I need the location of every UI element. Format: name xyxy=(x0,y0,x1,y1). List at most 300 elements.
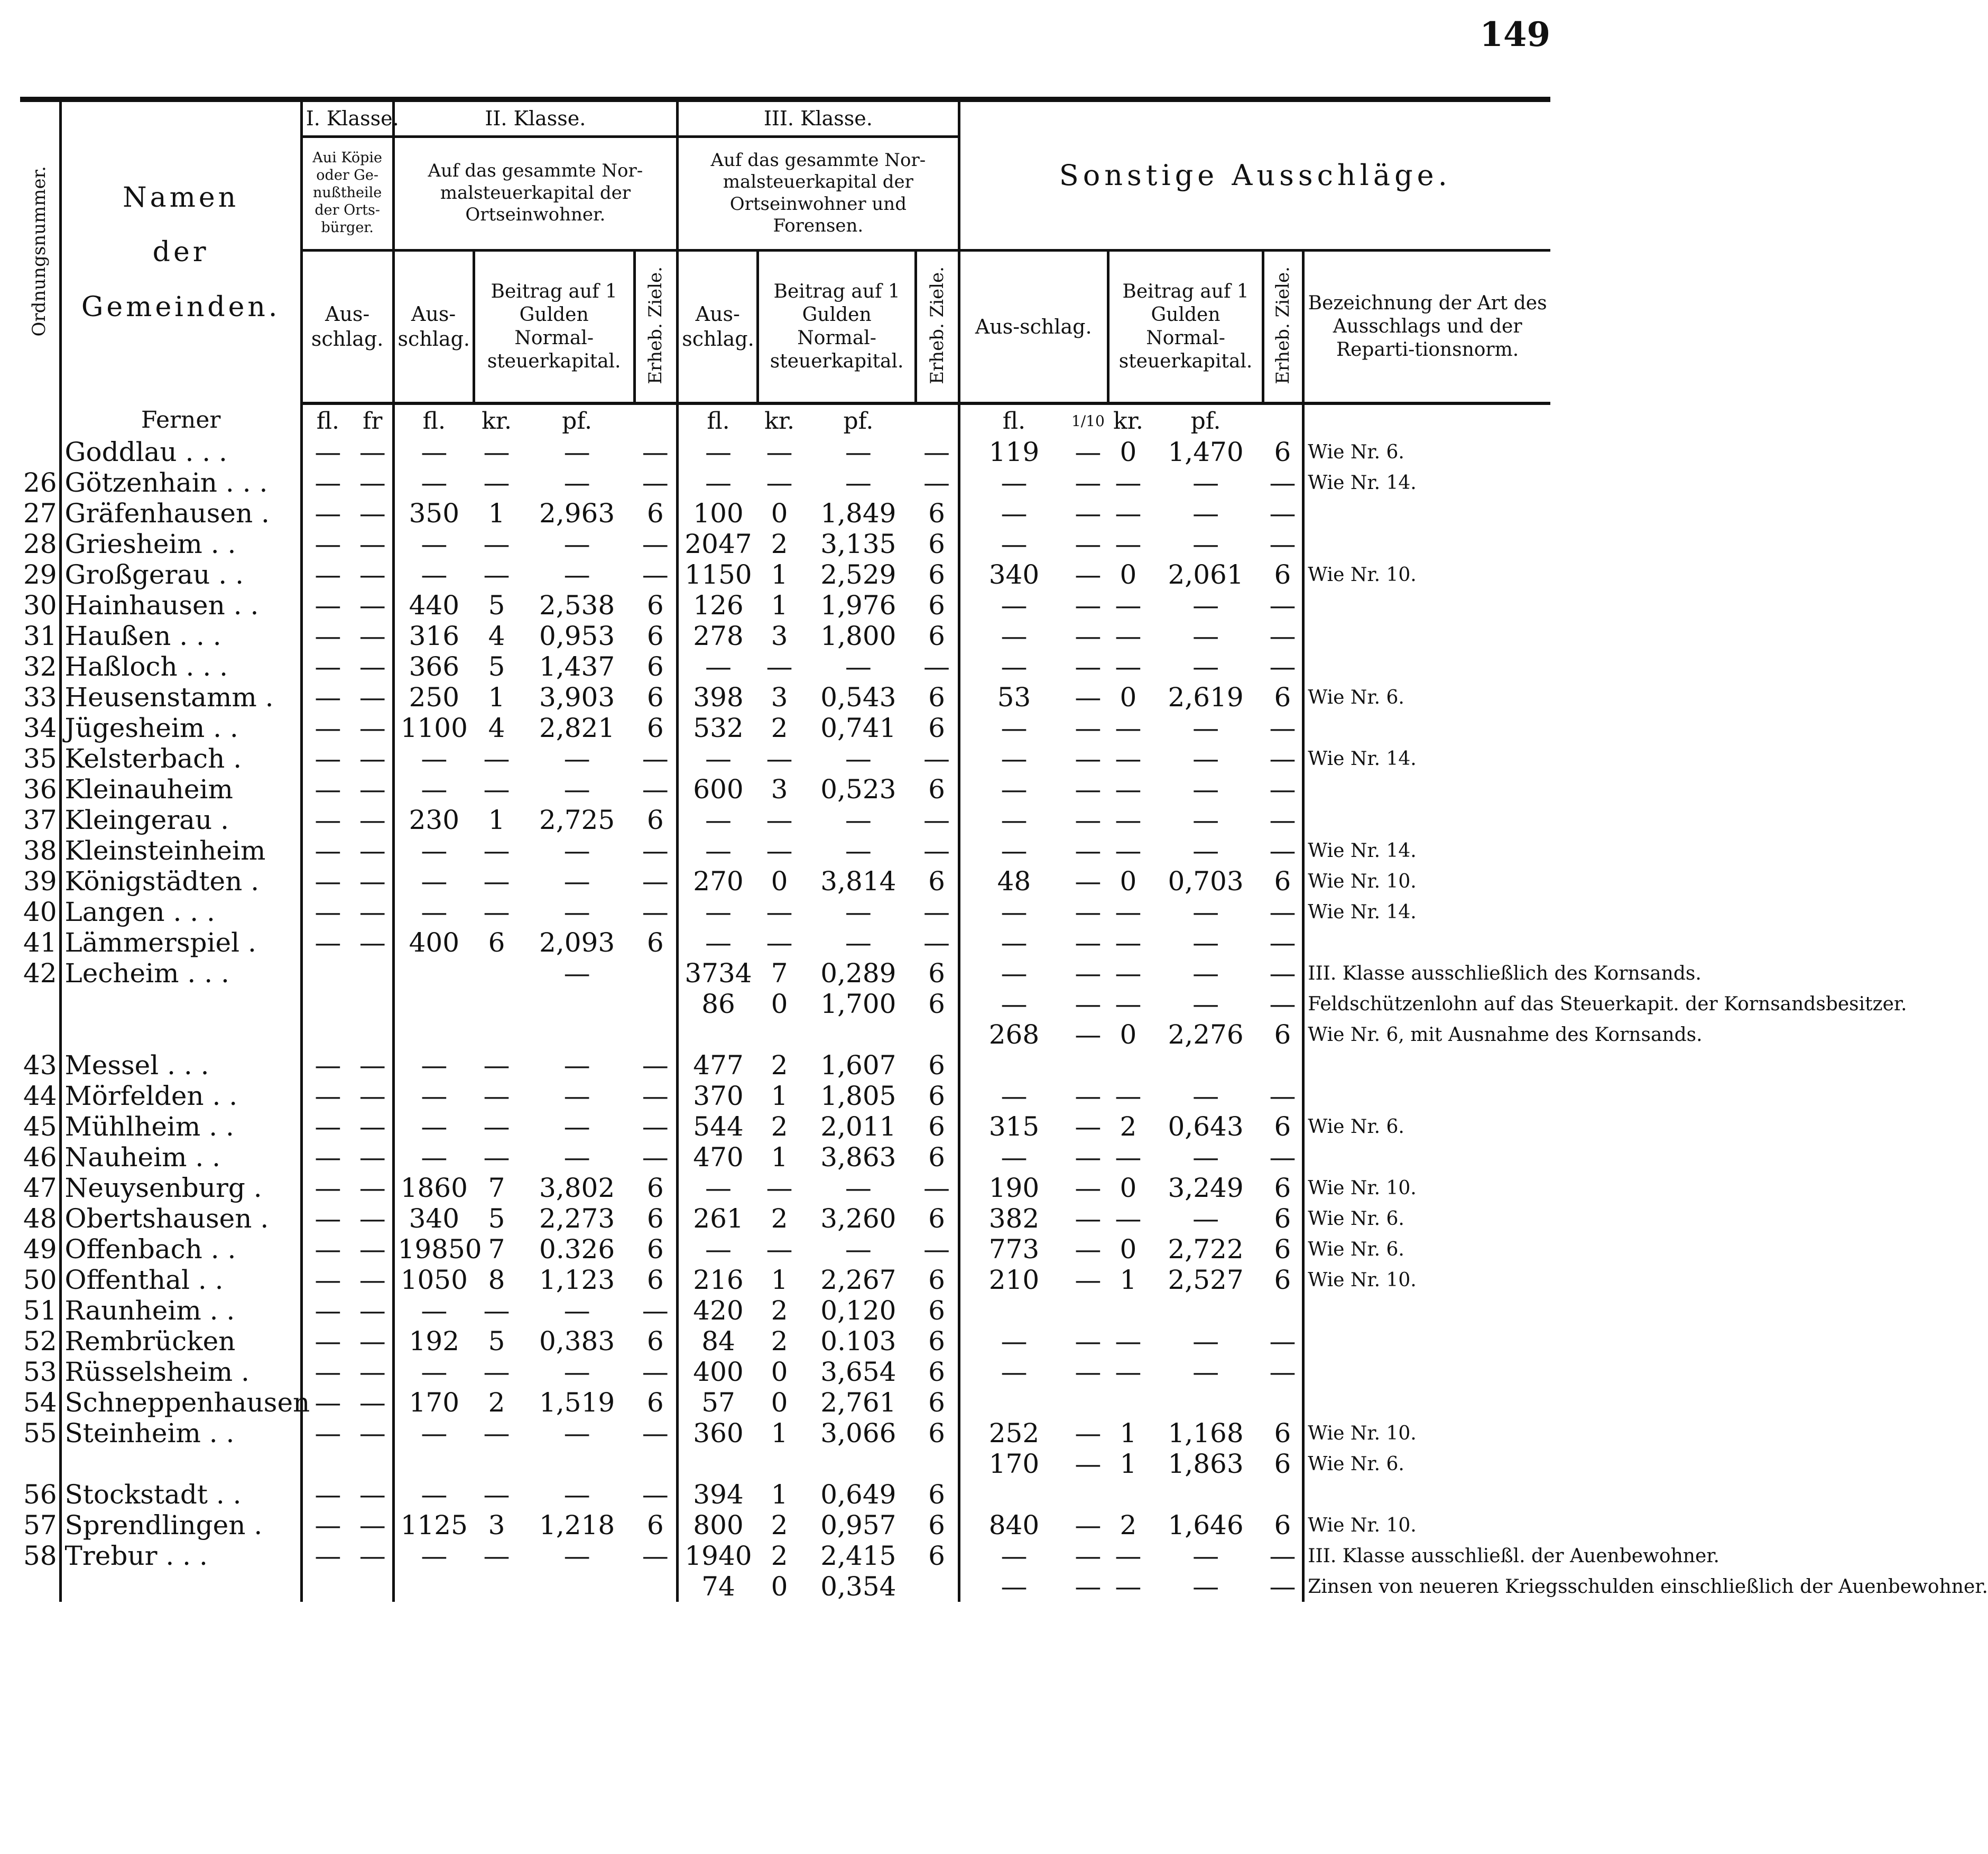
cell-s-fl: 252 xyxy=(988,1418,1040,1449)
cell-k2-pf: 0,383 xyxy=(539,1326,615,1357)
cell-k2-fl: 192 xyxy=(409,1326,460,1357)
cell-s-x: — xyxy=(1075,774,1102,805)
cell-k1-fl: — xyxy=(315,835,341,866)
unit-kr: kr. xyxy=(482,407,512,435)
cell-k1-kr: — xyxy=(353,743,393,774)
cell-s-fl: — xyxy=(1001,927,1028,958)
cell-s-fl xyxy=(959,1050,1068,1081)
cell-name: Stockstadt . . xyxy=(60,1479,301,1510)
cell-s-bez: Wie Nr. 6, mit Ausnahme des Kornsands. xyxy=(1308,1023,1703,1046)
cell-s-pf: — xyxy=(1192,1571,1219,1602)
cell-k3-pf: 0,957 xyxy=(820,1510,896,1541)
table-row xyxy=(20,1295,1550,1326)
cell-s-z: — xyxy=(1263,467,1303,498)
cell-k2-z: 6 xyxy=(634,1326,677,1357)
cell-k2-kr: 5 xyxy=(488,590,505,621)
cell-k1-kr: — xyxy=(353,1326,393,1357)
cell-k3-kr: — xyxy=(766,437,793,467)
cell-s-x: — xyxy=(1075,1142,1102,1173)
cell-nr xyxy=(20,1571,60,1602)
cell-s-pf: — xyxy=(1192,498,1219,529)
cell-k2-kr: 6 xyxy=(488,927,505,958)
cell-k2-z xyxy=(634,1571,677,1602)
cell-s-pf: — xyxy=(1192,1541,1219,1571)
k2-ziele-header: Erheb. Ziele. xyxy=(634,250,677,403)
cell-k1-fl: — xyxy=(315,897,341,927)
cell-name: Griesheim . . xyxy=(60,529,301,559)
cell-k3-z: 6 xyxy=(916,621,959,651)
cell-s-z xyxy=(1263,1295,1303,1326)
cell-s-kr: — xyxy=(1115,529,1142,559)
table-row xyxy=(20,1571,1550,1602)
cell-name xyxy=(60,989,301,1019)
cell-k3-kr: — xyxy=(766,1173,793,1203)
cell-s-z: — xyxy=(1263,590,1303,621)
cell-k3-kr: 1 xyxy=(771,590,788,621)
cell-s-x: — xyxy=(1075,1357,1102,1387)
cell-k2-fl: — xyxy=(421,1357,448,1387)
cell-s-x: — xyxy=(1075,467,1102,498)
cell-k2-pf: 3,903 xyxy=(539,682,615,713)
cell-k3-pf: 0,543 xyxy=(820,682,896,713)
cell-k3-pf: 1,607 xyxy=(820,1050,896,1081)
cell-k3-fl: 360 xyxy=(693,1418,744,1449)
cell-s-fl: 119 xyxy=(988,437,1040,467)
cell-k2-kr: — xyxy=(483,1295,510,1326)
cell-k3-kr: 7 xyxy=(771,958,788,989)
cell-k3-kr: 0 xyxy=(771,989,788,1019)
cell-s-pf: 1,863 xyxy=(1168,1449,1244,1479)
cell-s-kr: — xyxy=(1115,713,1142,743)
cell-k1-fl: — xyxy=(315,1418,341,1449)
cell-name: Kleinauheim xyxy=(60,774,301,805)
cell-k2-kr: 2 xyxy=(488,1387,505,1418)
cell-s-pf: — xyxy=(1192,805,1219,835)
k3-ziele-header: Erheb. Ziele. xyxy=(916,250,959,403)
cell-k2-fl: — xyxy=(421,467,448,498)
cell-s-pf: — xyxy=(1192,1357,1219,1387)
cell-name: Sprendlingen . xyxy=(60,1510,301,1541)
cell-nr: 31 xyxy=(20,621,60,651)
cell-s-pf xyxy=(1148,1387,1263,1418)
cell-k2-fl: — xyxy=(421,1142,448,1173)
cell-k1-fl: — xyxy=(315,1173,341,1203)
cell-s-pf: — xyxy=(1192,713,1219,743)
cell-s-x: — xyxy=(1075,1173,1102,1203)
cell-name xyxy=(60,1571,301,1602)
cell-k3-pf: 2,761 xyxy=(820,1387,896,1418)
cell-nr: 28 xyxy=(20,529,60,559)
cell-k1-kr: — xyxy=(353,651,393,682)
cell-k2-kr: 1 xyxy=(488,682,505,713)
cell-k2-fl xyxy=(393,1449,474,1479)
table-row xyxy=(20,1449,1550,1479)
cell-k2-kr: 3 xyxy=(488,1510,505,1541)
cell-name: Kleinsteinheim xyxy=(60,835,301,866)
table-row xyxy=(20,498,1550,529)
cell-s-kr: — xyxy=(1115,621,1142,651)
cell-s-x: — xyxy=(1075,989,1102,1019)
cell-s-fl: 268 xyxy=(988,1019,1040,1050)
cell-k2-z: — xyxy=(634,1541,677,1571)
cell-k2-pf: 0.326 xyxy=(539,1234,615,1265)
cell-s-fl: — xyxy=(1001,1142,1028,1173)
cell-k2-z xyxy=(634,958,677,989)
cell-k3-z: 6 xyxy=(916,529,959,559)
cell-k2-kr: — xyxy=(483,1050,510,1081)
cell-s-z: — xyxy=(1263,1357,1303,1387)
cell-s-z xyxy=(1263,1387,1303,1418)
cell-nr: 37 xyxy=(20,805,60,835)
cell-s-z: — xyxy=(1263,743,1303,774)
cell-k2-fl: — xyxy=(421,866,448,897)
cell-s-kr: — xyxy=(1115,1571,1142,1602)
cell-name: Jügesheim . . xyxy=(60,713,301,743)
cell-k2-kr: — xyxy=(483,559,510,590)
cell-k3-kr: 2 xyxy=(771,713,788,743)
cell-k2-z: 6 xyxy=(634,498,677,529)
cell-k1-kr: — xyxy=(353,897,393,927)
unit-empty xyxy=(1263,403,1303,437)
cell-k2-kr: — xyxy=(483,774,510,805)
cell-k2-pf: — xyxy=(563,529,590,559)
cell-k3-pf: 1,800 xyxy=(820,621,896,651)
klasse2-header: II. Klasse. xyxy=(393,99,678,136)
klasse3-desc: Auf das gesammte Nor-malsteuerkapital der Ortseinwohner und Forensen. xyxy=(678,136,959,250)
cell-k2-z: 6 xyxy=(634,713,677,743)
cell-k2-z: 6 xyxy=(634,1203,677,1234)
cell-s-fl: 210 xyxy=(988,1265,1040,1295)
cell-s-fl: — xyxy=(1001,1571,1028,1602)
cell-name: Gräfenhausen . xyxy=(60,498,301,529)
cell-s-x: — xyxy=(1075,1510,1102,1541)
cell-k1-kr xyxy=(353,1571,393,1602)
cell-k2-pf: 2,821 xyxy=(539,713,615,743)
cell-s-fl: — xyxy=(1001,805,1028,835)
cell-k3-pf: 1,700 xyxy=(820,989,896,1019)
cell-k3-fl: 126 xyxy=(693,590,744,621)
cell-s-kr: 2 xyxy=(1120,1510,1137,1541)
cell-k3-fl: 261 xyxy=(693,1203,744,1234)
cell-k1-fl xyxy=(301,958,353,989)
cell-k3-fl: 1150 xyxy=(685,559,752,590)
cell-s-pf: — xyxy=(1192,958,1219,989)
cell-s-fl xyxy=(959,1479,1068,1510)
cell-k2-fl: — xyxy=(421,774,448,805)
cell-nr: 54 xyxy=(20,1387,60,1418)
cell-k1-fl: — xyxy=(315,1050,341,1081)
cell-s-pf: 0,643 xyxy=(1168,1111,1244,1142)
cell-k1-kr: — xyxy=(353,1510,393,1541)
cell-k3-pf: 0.103 xyxy=(820,1326,896,1357)
cell-s-z: — xyxy=(1263,1326,1303,1357)
cell-nr: 45 xyxy=(20,1111,60,1142)
cell-k1-fl: — xyxy=(315,1081,341,1111)
cell-k1-kr: — xyxy=(353,1203,393,1234)
cell-k1-kr: — xyxy=(353,559,393,590)
cell-s-kr: — xyxy=(1115,1357,1142,1387)
cell-k1-fl: — xyxy=(315,1541,341,1571)
cell-k2-z: — xyxy=(634,1479,677,1510)
cell-k2-fl: — xyxy=(421,835,448,866)
cell-k2-fl xyxy=(393,989,474,1019)
cell-k3-fl xyxy=(678,1449,758,1479)
cell-s-bez: Wie Nr. 6. xyxy=(1308,1238,1404,1260)
table-row xyxy=(20,713,1550,743)
cell-k3-kr: 2 xyxy=(771,1510,788,1541)
cell-k2-fl: — xyxy=(421,897,448,927)
cell-s-pf: — xyxy=(1192,529,1219,559)
cell-s-fl: — xyxy=(1001,774,1028,805)
cell-k2-kr: 4 xyxy=(488,713,505,743)
table-row xyxy=(20,651,1550,682)
cell-s-kr: — xyxy=(1115,1326,1142,1357)
cell-s-kr: 0 xyxy=(1120,682,1137,713)
cell-k3-fl: 800 xyxy=(693,1510,744,1541)
cell-name: Mörfelden . . xyxy=(60,1081,301,1111)
cell-k3-pf: 0,741 xyxy=(820,713,896,743)
cell-k3-fl: 544 xyxy=(693,1111,744,1142)
cell-s-pf: — xyxy=(1192,467,1219,498)
cell-k2-pf: — xyxy=(563,1357,590,1387)
table-row xyxy=(20,989,1550,1019)
klasse2-desc: Auf das gesammte Nor-malsteuerkapital der Ortseinwohner. xyxy=(393,136,678,250)
cell-nr: 34 xyxy=(20,713,60,743)
cell-k3-z: 6 xyxy=(916,1541,959,1571)
k3-ausschlag-header: Aus-schlag. xyxy=(678,250,758,403)
cell-k2-fl: 366 xyxy=(409,651,460,682)
cell-s-pf: — xyxy=(1192,743,1219,774)
cell-k1-kr: — xyxy=(353,805,393,835)
cell-s-pf: — xyxy=(1192,989,1219,1019)
cell-name: Nauheim . . xyxy=(60,1142,301,1173)
cell-k3-z: — xyxy=(916,1173,959,1203)
cell-k2-z: — xyxy=(634,743,677,774)
page-number: 149 xyxy=(1480,15,1550,54)
cell-s-bez xyxy=(1303,1050,1550,1081)
cell-k2-kr: — xyxy=(483,1081,510,1111)
cell-s-pf: 1,470 xyxy=(1168,437,1244,467)
cell-k2-z xyxy=(634,1019,677,1050)
cell-k2-fl: — xyxy=(421,743,448,774)
cell-k2-kr: — xyxy=(483,529,510,559)
cell-s-x: — xyxy=(1075,866,1102,897)
cell-k2-kr: — xyxy=(483,835,510,866)
cell-k3-pf: — xyxy=(845,1173,872,1203)
cell-s-kr: — xyxy=(1115,651,1142,682)
cell-k3-z: — xyxy=(916,927,959,958)
cell-name: Großgerau . . xyxy=(60,559,301,590)
cell-k3-kr: 1 xyxy=(771,1479,788,1510)
cell-k2-fl: 1050 xyxy=(400,1265,468,1295)
table-row xyxy=(20,437,1550,467)
cell-s-pf: 1,646 xyxy=(1168,1510,1244,1541)
cell-k1-kr xyxy=(353,1449,393,1479)
k2-beitrag-header: Beitrag auf 1 Gulden Normal-steuerkapital. xyxy=(474,250,634,403)
cell-s-x: — xyxy=(1075,651,1102,682)
cell-k1-fl: — xyxy=(315,1265,341,1295)
cell-nr: 44 xyxy=(20,1081,60,1111)
cell-k1-kr: — xyxy=(353,467,393,498)
cell-s-fl: 190 xyxy=(988,1173,1040,1203)
cell-k2-pf: — xyxy=(563,1081,590,1111)
cell-k2-pf: — xyxy=(563,559,590,590)
cell-s-z: — xyxy=(1263,958,1303,989)
cell-k3-kr: 2 xyxy=(771,1111,788,1142)
cell-s-bez: III. Klasse ausschließlich des Kornsands. xyxy=(1308,962,1702,984)
cell-k3-kr: 3 xyxy=(771,621,788,651)
cell-s-x: — xyxy=(1075,559,1102,590)
cell-nr: 36 xyxy=(20,774,60,805)
cell-k3-pf: 0,354 xyxy=(820,1571,896,1602)
cell-k3-fl: — xyxy=(705,805,732,835)
cell-s-z: — xyxy=(1263,897,1303,927)
cell-k1-kr: — xyxy=(353,1541,393,1571)
cell-name: Lämmerspiel . xyxy=(60,927,301,958)
cell-k3-pf: 1,976 xyxy=(820,590,896,621)
cell-s-z: — xyxy=(1263,774,1303,805)
cell-k2-pf: — xyxy=(563,1541,590,1571)
cell-s-kr: 1 xyxy=(1120,1449,1137,1479)
cell-k3-fl: 470 xyxy=(693,1142,744,1173)
cell-s-z: 6 xyxy=(1263,682,1303,713)
cell-k1-fl: — xyxy=(315,559,341,590)
cell-k2-z xyxy=(634,989,677,1019)
cell-s-pf: — xyxy=(1192,897,1219,927)
cell-nr: 52 xyxy=(20,1326,60,1357)
table-row xyxy=(20,1111,1550,1142)
cell-k3-kr: — xyxy=(766,743,793,774)
cell-k3-kr: 1 xyxy=(771,1418,788,1449)
cell-k3-fl: 74 xyxy=(701,1571,735,1602)
cell-s-bez xyxy=(1303,651,1550,682)
cell-k3-fl: 532 xyxy=(693,713,744,743)
cell-name: Offenthal . . xyxy=(60,1265,301,1295)
table-row xyxy=(20,529,1550,559)
s-ziele-header: Erheb. Ziele. xyxy=(1263,250,1303,403)
cell-k3-pf: 0,120 xyxy=(820,1295,896,1326)
cell-k1-kr: — xyxy=(353,1050,393,1081)
cell-k2-z: 6 xyxy=(634,1510,677,1541)
cell-k3-fl: 216 xyxy=(693,1265,744,1295)
cell-nr: 43 xyxy=(20,1050,60,1081)
cell-k1-kr: — xyxy=(353,682,393,713)
cell-name: Kleingerau . xyxy=(60,805,301,835)
cell-nr: 55 xyxy=(20,1418,60,1449)
cell-s-bez xyxy=(1303,1357,1550,1387)
cell-s-z: 6 xyxy=(1263,1510,1303,1541)
cell-k3-kr: 2 xyxy=(771,1050,788,1081)
table-row xyxy=(20,621,1550,651)
cell-k2-kr: 8 xyxy=(488,1265,505,1295)
cell-k3-z xyxy=(916,1449,959,1479)
cell-k2-kr: — xyxy=(483,1479,510,1510)
cell-s-kr: 0 xyxy=(1120,1173,1137,1203)
cell-k3-pf xyxy=(801,1449,916,1479)
cell-s-bez: Zinsen von neueren Kriegsschulden einschließlich der Auenbewohner. xyxy=(1308,1575,1988,1598)
cell-k3-fl: 600 xyxy=(693,774,744,805)
cell-k3-kr: 0 xyxy=(771,1387,788,1418)
cell-s-bez xyxy=(1303,498,1550,529)
cell-k3-z: 6 xyxy=(916,682,959,713)
cell-s-z: 6 xyxy=(1263,1019,1303,1050)
cell-k2-z: 6 xyxy=(634,1387,677,1418)
cell-k3-z: — xyxy=(916,805,959,835)
cell-nr: 51 xyxy=(20,1295,60,1326)
unit-empty xyxy=(1303,403,1550,437)
cell-k3-pf: 2,011 xyxy=(820,1111,896,1142)
cell-k2-pf: — xyxy=(563,897,590,927)
cell-s-kr: 0 xyxy=(1120,559,1137,590)
cell-s-bez: III. Klasse ausschließl. der Auenbewohner. xyxy=(1308,1545,1719,1567)
cell-s-fl: — xyxy=(1001,989,1028,1019)
cell-k2-z: 6 xyxy=(634,1234,677,1265)
cell-s-z: — xyxy=(1263,1571,1303,1602)
cell-s-bez: Wie Nr. 6. xyxy=(1308,686,1404,708)
cell-s-x: — xyxy=(1075,498,1102,529)
namen-header: Namen der Gemeinden. xyxy=(60,99,301,403)
cell-k3-fl: 477 xyxy=(693,1050,744,1081)
cell-s-kr: — xyxy=(1115,467,1142,498)
cell-s-x: — xyxy=(1075,1203,1102,1234)
cell-k2-z: — xyxy=(634,1111,677,1142)
cell-k1-fl: — xyxy=(315,1295,341,1326)
cell-s-x: — xyxy=(1075,1265,1102,1295)
cell-k3-pf: — xyxy=(845,897,872,927)
cell-k2-kr: — xyxy=(483,1541,510,1571)
cell-k3-fl: 370 xyxy=(693,1081,744,1111)
cell-s-z: 6 xyxy=(1263,1418,1303,1449)
cell-k2-kr xyxy=(474,1019,520,1050)
cell-s-z: — xyxy=(1263,1142,1303,1173)
cell-s-pf: — xyxy=(1192,1203,1219,1234)
unit-fl: fl. xyxy=(316,407,340,435)
cell-k2-kr: — xyxy=(483,437,510,467)
cell-k2-fl xyxy=(393,1571,474,1602)
k2-ausschlag-header: Aus-schlag. xyxy=(393,250,474,403)
cell-nr: 42 xyxy=(20,958,60,989)
cell-k1-fl xyxy=(301,989,353,1019)
cell-k3-z: 6 xyxy=(916,958,959,989)
cell-k3-kr: — xyxy=(766,651,793,682)
cell-s-kr xyxy=(1108,1295,1148,1326)
cell-s-fl: 840 xyxy=(988,1510,1040,1541)
cell-k2-pf: — xyxy=(563,1418,590,1449)
cell-k2-fl: 316 xyxy=(409,621,460,651)
cell-s-kr: — xyxy=(1115,989,1142,1019)
cell-s-bez: Wie Nr. 10. xyxy=(1308,564,1417,586)
cell-k3-kr: 1 xyxy=(771,559,788,590)
cell-s-x: — xyxy=(1075,437,1102,467)
cell-s-bez xyxy=(1303,713,1550,743)
cell-k1-fl: — xyxy=(315,713,341,743)
cell-k3-kr: 2 xyxy=(771,1326,788,1357)
sonstige-header: Sonstige Ausschläge. xyxy=(959,99,1550,250)
cell-k1-fl: — xyxy=(315,743,341,774)
cell-k2-fl xyxy=(393,958,474,989)
cell-k3-pf: 0,289 xyxy=(820,958,896,989)
cell-k3-z: 6 xyxy=(916,1357,959,1387)
cell-k2-pf: 1,123 xyxy=(539,1265,615,1295)
cell-nr: 35 xyxy=(20,743,60,774)
cell-k3-z: 6 xyxy=(916,1050,959,1081)
cell-s-pf xyxy=(1148,1295,1263,1326)
cell-k2-kr: 5 xyxy=(488,1326,505,1357)
cell-s-kr: — xyxy=(1115,743,1142,774)
unit-pf: pf. xyxy=(562,407,593,435)
cell-s-x: — xyxy=(1075,1449,1102,1479)
cell-name: Obertshausen . xyxy=(60,1203,301,1234)
